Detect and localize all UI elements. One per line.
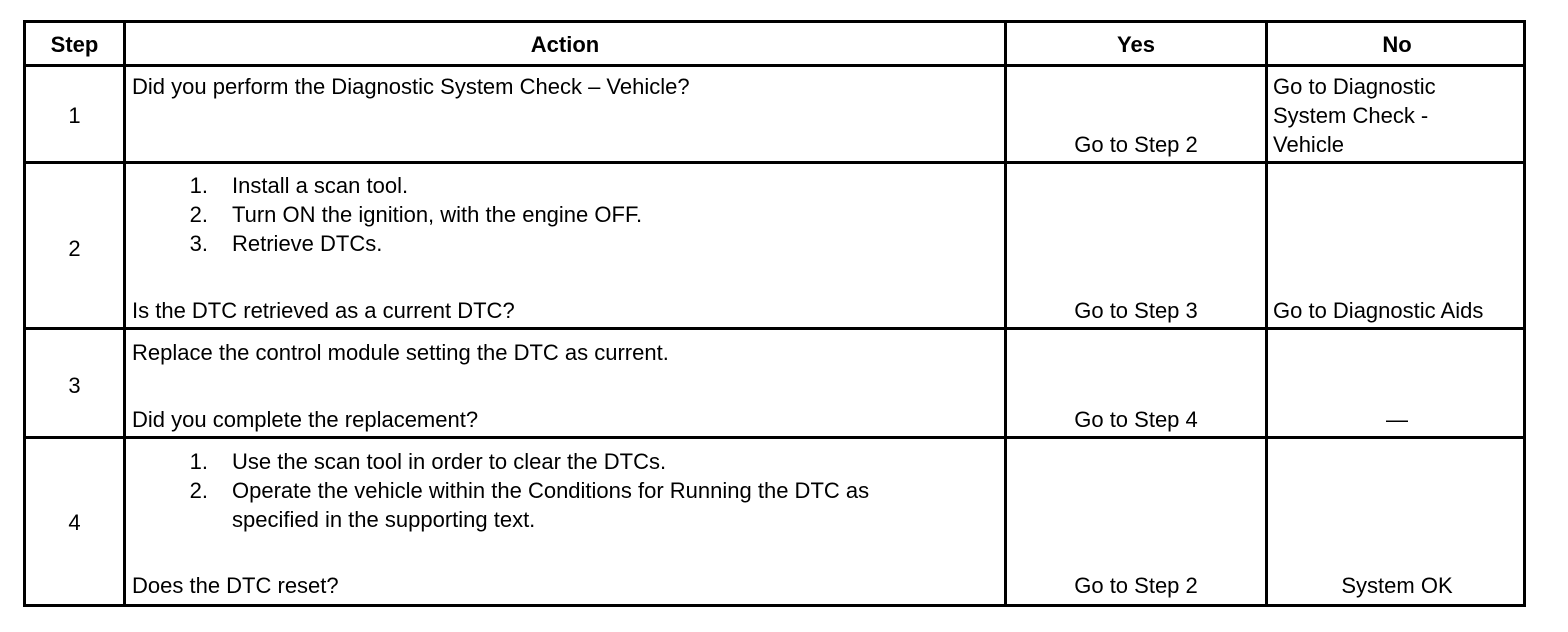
- row-divider: [26, 327, 1523, 330]
- step-number: 4: [68, 510, 81, 535]
- list-item-text: Use the scan tool in order to clear the DTCs.: [232, 449, 667, 474]
- row-divider: [26, 436, 1523, 439]
- no-result-line: System Check -: [1273, 103, 1429, 128]
- header-no: No: [1382, 32, 1412, 57]
- header-step: Step: [50, 32, 99, 57]
- header-yes: Yes: [1117, 32, 1155, 57]
- no-result-line: Vehicle: [1273, 132, 1344, 157]
- header-action: Action: [530, 32, 600, 57]
- list-number: 2.: [189, 202, 208, 227]
- question-text: Does the DTC reset?: [132, 573, 339, 598]
- yes-result: Go to Step 2: [1074, 132, 1198, 157]
- list-number: 1.: [189, 449, 208, 474]
- yes-result: Go to Step 3: [1074, 298, 1198, 323]
- list-item-text: Turn ON the ignition, with the engine OFF.: [232, 202, 643, 227]
- no-result-line: Go to Diagnostic: [1273, 74, 1436, 99]
- list-number: 1.: [189, 173, 208, 198]
- step-number: 3: [68, 373, 81, 398]
- action-text: Did you perform the Diagnostic System Check – Vehicle?: [132, 74, 690, 99]
- yes-result: Go to Step 4: [1074, 407, 1198, 432]
- question-text: Is the DTC retrieved as a current DTC?: [132, 298, 515, 323]
- no-result: System OK: [1341, 573, 1453, 598]
- diagnostic-table: [23, 20, 1526, 607]
- step-number: 2: [68, 236, 81, 261]
- no-result: Go to Diagnostic Aids: [1273, 298, 1484, 323]
- action-text: Replace the control module setting the DTC as current.: [132, 340, 669, 365]
- column-divider: [123, 23, 126, 604]
- list-item-text: Retrieve DTCs.: [232, 231, 383, 256]
- list-item-text: Install a scan tool.: [232, 173, 409, 198]
- list-item-text: Operate the vehicle within the Conditions for Running the DTC as: [232, 478, 870, 503]
- row-divider: [26, 161, 1523, 164]
- question-text: Did you complete the replacement?: [132, 407, 479, 432]
- step-number: 1: [68, 103, 81, 128]
- column-divider: [1265, 23, 1268, 604]
- no-result: —: [1386, 407, 1408, 432]
- row-divider: [26, 64, 1523, 67]
- list-item-text: specified in the supporting text.: [232, 507, 536, 532]
- list-number: 2.: [189, 478, 208, 503]
- yes-result: Go to Step 2: [1074, 573, 1198, 598]
- list-number: 3.: [189, 231, 208, 256]
